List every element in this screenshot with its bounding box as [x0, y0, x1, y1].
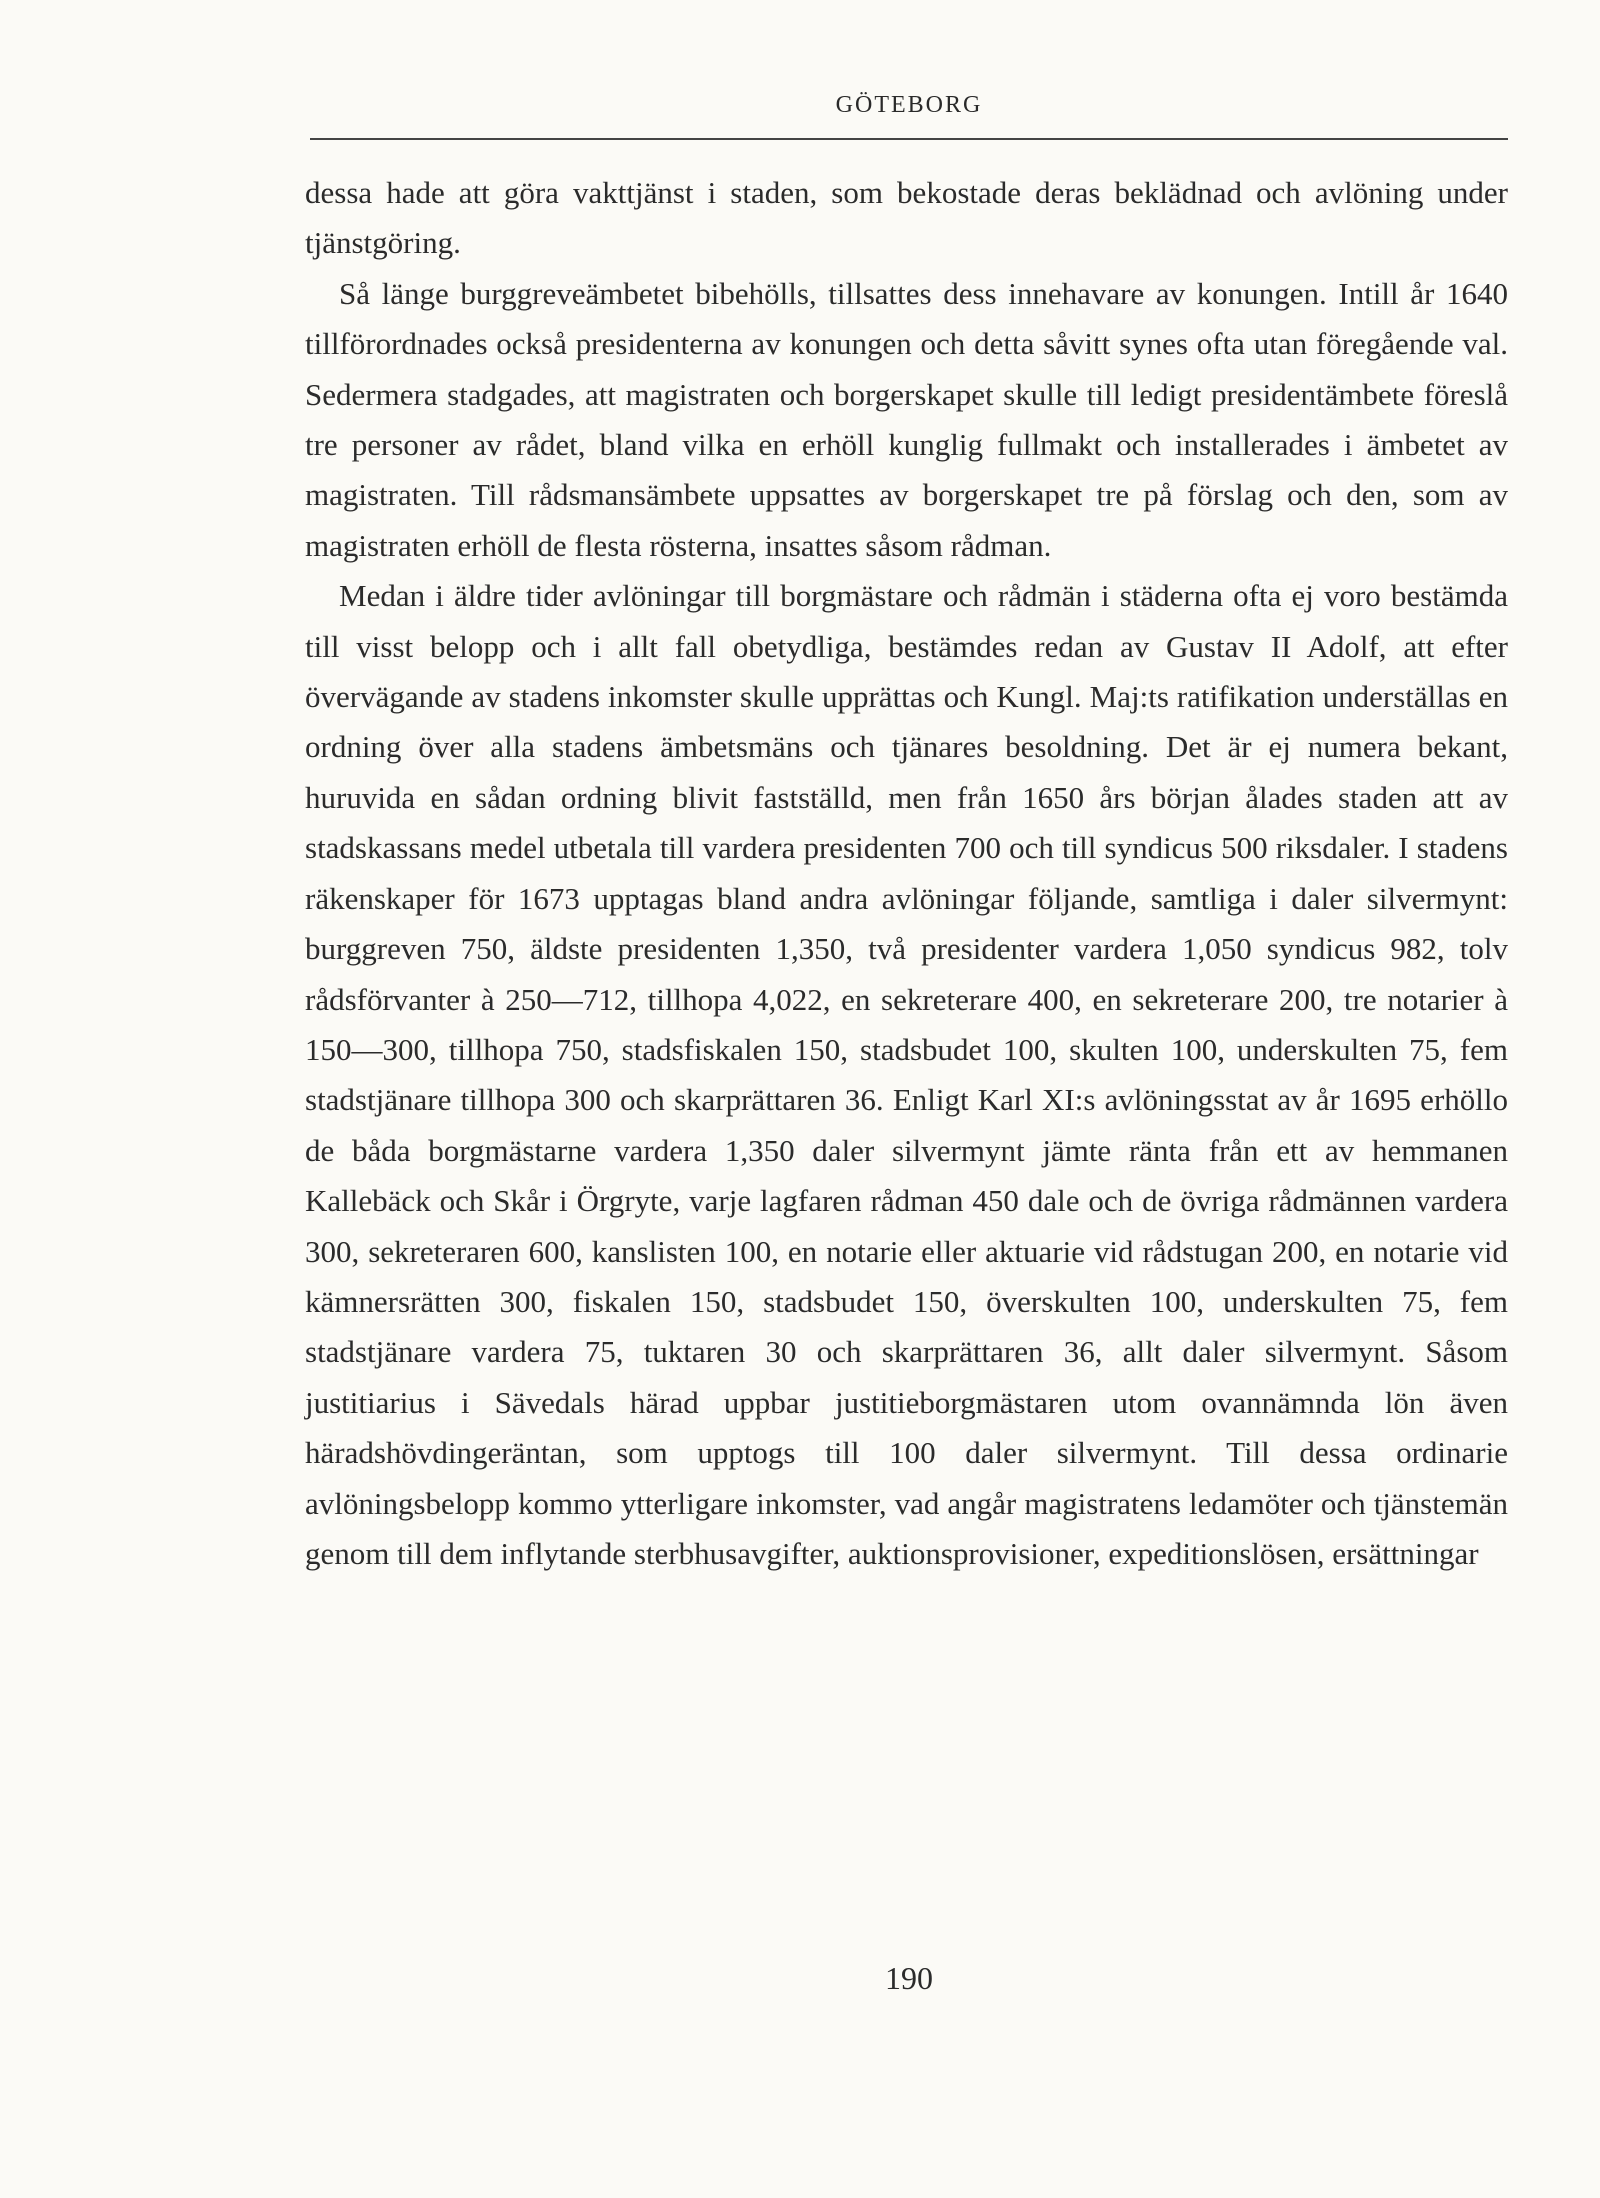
body-text [305, 168, 1508, 1579]
paragraph-appointments: Så länge burggreveämbetet bibehölls, tillsattes dess innehavare av konungen. Intill år 1640 tillförordnades också presidenterna av konungen och detta såvitt synes ofta utan föregående val. Sedermera stadgades, att magistraten och borgerskapet skulle till ledigt presidentämbete föreslå tre personer av rådet, bland vilka en erhöll kunglig fullmakt och installerades i ämbetet av magistraten. Till rådsmansämbete uppsattes av borgerskapet tre på förslag och den, som av magistraten erhöll de flesta rösterna, insattes såsom rådman. [305, 275, 1508, 563]
header-rule [310, 138, 1508, 140]
running-title: GÖTEBORG [835, 92, 983, 118]
page-number: 190 [885, 1960, 933, 1996]
paragraph-continued: dessa hade att göra vakttjänst i staden, som bekostade deras beklädnad och avlöning under tjänstgöring. [305, 175, 1508, 261]
paragraph-salaries: Medan i äldre tider avlöningar till borgmästare och rådmän i städerna ofta ej voro bestämda till visst belopp och i allt fall obetydliga, bestämdes redan av Gustav II Adolf, att efter övervägande av stadens inkomster skulle upprättas och Kungl. Maj:ts ratifikation underställas en ordning över alla stadens ämbetsmäns och tjänares besoldning. Det är ej numera bekant, huruvida en sådan ordning blivit fastställd, men från 1650 års början ålades staden att av stadskassans medel utbetala till vardera presidenten 700 och till syndicus 500 riksdaler. I stadens räkenskaper för 1673 upptagas bland andra avlöningar följande, samtliga i daler silvermynt: burggreven 750, äldste presidenten 1,350, två presidenter vardera 1,050 syndicus 982, tolv rådsförvanter à 250—712, tillhopa 4,022, en sekreterare 400, en sekreterare 200, tre notarier à 150—300, tillhopa 750, stadsfiskalen 150, stadsbudet 100, skulten 100, underskulten 75, fem stadstjänare tillhopa 300 och skarprättaren 36. Enligt Karl XI:s avlöningsstat av år 1695 erhöllo de båda borgmästarne vardera 1,350 daler silvermynt jämte ränta från ett av hemmanen Kallebäck och Skår i Örgryte, varje lagfaren rådman 450 dale och de övriga rådmännen vardera 300, sekreteraren 600, kanslisten 100, en notarie eller aktuarie vid rådstugan 200, en notarie vid kämnersrätten 300, fiskalen 150, stadsbudet 150, överskulten 100, underskulten 75, fem stadstjänare vardera 75, tuktaren 30 och skarprättaren 36, allt daler silvermynt. Såsom justitiarius i Sävedals härad uppbar justitieborgmästaren utom ovannämnda lön även häradshövdingeräntan, som upptogs till 100 daler silvermynt. Till dessa ordinarie avlöningsbelopp kommo ytterligare inkomster, vad angår magistratens ledamöter och tjänstemän genom till dem inflytande sterbhusavgifter, auktionsprovisioner, expeditionslösen, ersättningar [305, 578, 1508, 1571]
